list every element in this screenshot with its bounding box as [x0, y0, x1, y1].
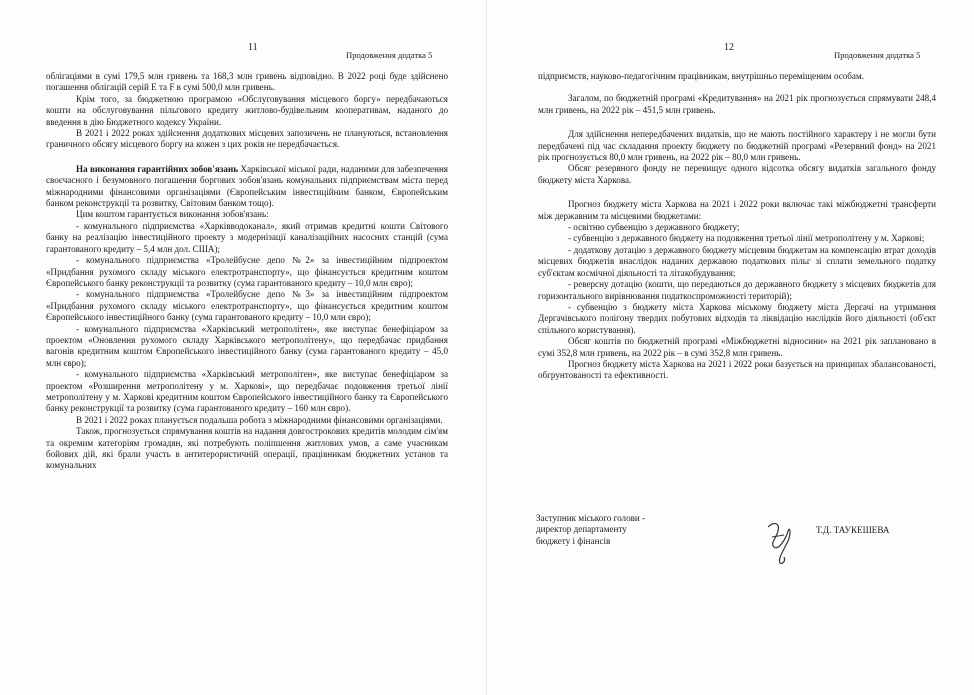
page-body	[538, 71, 936, 382]
list-item: - комунального підприємства «Харківводоканал», який отримав кредитні кошти Світового банку на реалізацію інвестиційного проекту з модернізації каналізаційних насосних станцій (сума гарантованого кредиту – 5,4 млн дол. США);	[46, 220, 448, 254]
list-item: - комунального підприємства «Харківський метрополітен», яке виступає бенефіціаром за проектом «Розширення метрополітену у м. Харкові», що передбачає подовження третьої лінії метрополітену у м. Харкові кредитним коштом Європейського інвестиційного банку та Європейського банку реконструкції та розвитку (сума гарантованого кредиту – 160 млн євро).	[46, 369, 448, 414]
paragraph: підприємств, науково-педагогічним працівникам, внутрішньо переміщеним особам.	[538, 71, 864, 81]
list-item: - комунального підприємства «Тролейбусне депо №3» за інвестиційним підпроектом «Придбання рухомого складу міського електротранспорту», що фінансується кредитним коштом Європейського інвестиційного банку (сума гарантованого кредиту – 10,0 млн євро);	[46, 289, 448, 323]
paragraph: облігаціями в сумі 179,5 млн гривень та 168,3 млн гривень відповідно. В 2022 році буде здійснено погашення облігацій серій Е та F в сумі 500,0 млн гривень.	[46, 71, 448, 93]
paragraph: Також, прогнозується спрямування коштів на надання довгострокових кредитів молодим сім'ям та окремим категоріям громадян, які потребують поліпшення житлових умов, а саме учасникам бойових дій, які брали участь в антитерористичній операції, працівникам бюджетних установ та комунальних	[46, 426, 448, 471]
page-number: 11	[248, 42, 258, 53]
signature-block	[536, 513, 946, 573]
continuation-header: Продовження додатка 5	[346, 50, 433, 60]
paragraph: Крім того, за бюджетною програмою «Обслуговування місцевого боргу» передбачаються кошти на обслуговування пільгового кредиту житлово-будівельним кооперативам, наданого до введення в дію Бюджетного кодексу України.	[46, 93, 448, 127]
paragraph: Прогноз бюджету міста Харкова на 2021 і 2022 роки включає такі міжбюджетні трансферти між державним та місцевими бюджетами:	[538, 199, 936, 221]
paragraph: Цим коштом гарантується виконання зобов'язань:	[76, 209, 269, 220]
paragraph: Обсяг коштів по бюджетній програмі «Міжбюджетні відносини» на 2021 рік заплановано в сумі 352,8 млн гривень, на 2022 рік – в сумі 352,8 млн гривень.	[538, 336, 936, 358]
signatory-name: Т.Д. ТАУКЕШЕВА	[816, 525, 890, 535]
page-body	[46, 71, 448, 472]
signatory-title-line: бюджету і фінансів	[536, 535, 611, 546]
guarantee-paragraph: На виконання гарантійних зобов'язань Харківської міської ради, наданими для забезпечення своєчасного і безумовного погашення боргових зобов'язань комунальних підприємствам міста перед міжнародними фінансовими організаціями (Європейським інвестиційним банком, Європейським банком реконструкції та розвитку, Світовим банком тощо).	[46, 163, 448, 209]
paragraph: Обсяг резервного фонду не перевищує одного відсотка обсягу видатків загального фонду бюджету міста Харкова.	[538, 163, 936, 185]
paragraph: Для здійснення непередбачених видатків, що не мають постійного характеру і не могли бути передбачені під час складання проекту бюджету по бюджетній програмі «Резервний фонд» на 2021 рік прогнозується 80,0 млн гривень, на 2022 рік – 80,0 млн гривень.	[538, 129, 936, 163]
continuation-header: Продовження додатка 5	[834, 50, 921, 60]
signatory-title-line: Заступник міського голови -	[536, 513, 646, 523]
list-item: - додаткову дотацію з державного бюджету місцевим бюджетам на компенсацію втрат доходів місцевих бюджетів внаслідок наданих державою податкових пільг зі сплати земельного податку суб'єктам космічної діяльності та літакобудування;	[538, 244, 936, 278]
page-12	[488, 0, 974, 695]
page-divider	[486, 0, 487, 695]
list-item: - комунального підприємства «Харківський метрополітен», яке виступає бенефіціаром за проектом «Оновлення рухомого складу Харківського метрополітену», що передбачає придбання вагонів кредитним коштом Європейського інвестиційного банку (сума гарантованого кредиту – 45,0 млн євро);	[46, 323, 448, 368]
page-11	[0, 0, 486, 695]
paragraph: Загалом, по бюджетній програмі «Кредитування» на 2021 рік прогнозується спрямувати 248,4 млн гривень, на 2022 рік – 451,5 млн гривень.	[538, 93, 936, 115]
paragraph: Прогноз бюджету міста Харкова на 2021 і 2022 роки базується на принципах збалансованості, обгрунтованості та ефективності.	[538, 358, 936, 381]
bold-lead: На виконання гарантійних зобов'язань	[76, 163, 239, 174]
list-item: - освітню субвенцію з державного бюджету;	[568, 222, 740, 233]
paragraph: В 2021 і 2022 роках здійснення додаткових місцевих запозичень не плануються, встановлення граничного обсягу місцевого боргу на кожен з цих років не передбачається.	[46, 128, 448, 150]
list-item: - комунального підприємства «Тролейбусне депо №2» за інвестиційним підпроектом «Придбання рухомого складу міського електротранспорту», що фінансується кредитним коштом Європейського банку реконструкції та розвитку (сума гарантованого кредиту – 10,0 млн євро);	[46, 255, 448, 288]
handwritten-signature	[762, 517, 798, 567]
page-number: 12	[724, 42, 734, 53]
signatory-title-line: директор департаменту	[536, 524, 627, 535]
list-item: - реверсну дотацію (кошти, що передаються до державного бюджету з місцевих бюджетів для горизонтального вирівнювання податкоспроможності територій);	[538, 279, 936, 301]
list-item: - субвенцію з державного бюджету на подовження третьої лінії метрополітену у м. Харкові;	[568, 233, 925, 244]
list-item: - субвенцію з бюджету міста Харкова міському бюджету міста Дергачі на утримання Дергачівського полігону твердих побутових відходів та ліквідацію наслідків його діяльності (об'єкт спільного користування).	[538, 301, 936, 335]
paragraph: В 2021 і 2022 роках планується подальша робота з міжнародними фінансовими організаціями.	[76, 414, 443, 425]
